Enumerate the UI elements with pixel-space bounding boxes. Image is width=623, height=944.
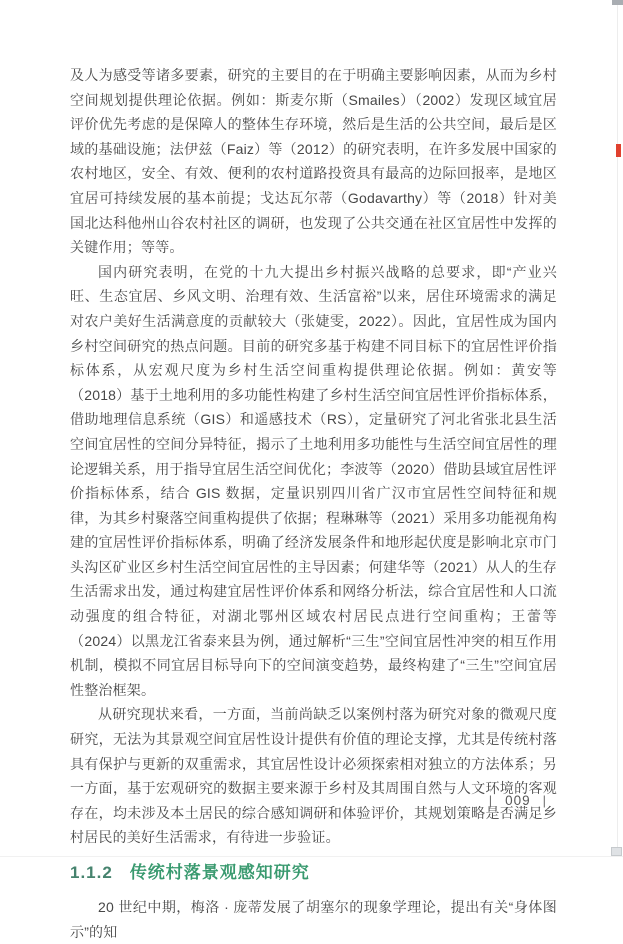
bottom-edge-line [0,856,623,857]
body-paragraph-domestic-research: 国内研究表明，在党的十九大提出乡村振兴战略的总要求，即“产业兴旺、生态宜居、乡风文明、治理有效、生活富裕”以来，居住环境需求的满足对农户美好生活满意度的贡献较大（张婕雯，2022）。因此，宜居性成为国内乡村空间研究的热点问题。目前的研究多基于构建不同目标下的宜居性评价指标体系，从宏观尺度为乡村生活空间重构提供理论依据。例如：黄安等（2018）基于土地利用的多功能性构建了乡村生活空间宜居性评价指标体系，借助地理信息系统（GIS）和遥感技术（RS），定量研究了河北省张北县生活空间宜居性的空间分异特征，揭示了土地利用多功能性与生活空间宜居性的理论逻辑关系，用于指导宜居生活空间优化；李波等（2020）借助县域宜居性评价指标体系，结合 GIS 数据，定量识别四川省广汉市宜居性空间特征和规律，为其乡村聚落空间重构提供了依据；程琳琳等（2021）采用多功能视角构建的宜居性评价指标体系，明确了经济发展条件和地形起伏度是影响北京市门头沟区矿业区乡村生活空间宜居性的主导因素；何建华等（2021）从人的生存生活需求出发，通过构建宜居性评价体系和网络分析法，综合宜居性和人口流动强度的组合特征，对湖北鄂州区域农村居民点进行空间重构；王蕾等（2024）以黑龙江省泰来县为例，通过解析“三生”空间宜居性冲突的相互作用机制，模拟不同宜居目标导向下的空间演变趋势，最终构建了“三生”空间宜居性整治框架。 [70,263,557,698]
body-paragraph-research-status: 从研究现状来看，一方面，当前尚缺乏以案例村落为研究对象的微观尺度研究，无法为其景观空间宜居性设计提供有价值的理论支撑，尤其是传统村落具有保护与更新的双重需求，其宜居性设计必须探索相对独立的方法体系；另一方面，基于宏观研究的数据主要来源于乡村及其周围自然与人文环境的客观存在，均未涉及本土居民的综合感知调研和体验评价，其规划策略是否满足乡村居民的美好生活需求，有待进一步验证。 [70,706,557,846]
section-title: 传统村落景观感知研究 [129,863,310,882]
scan-corner-mark-bottom-right [611,847,622,856]
page-number-value: 009 [505,793,531,808]
body-paragraph-continuation: 及人为感受等诸多要素，研究的主要目的在于明确主要影响因素，从而为乡村空间规划提供理论依据。例如：斯麦尔斯（Smailes）（2002）发现区域宜居评价优先考虑的是保障人的整体生存环境，然后是生活的公共空间，最后是区域的基础设施；法伊兹（Faiz）等（2012）的研究表明，在许多发展中国家的农村地区，安全、有效、便利的农村道路投资具有最高的边际回报率，是地区宜居可持续发展的基本前提；戈达瓦尔蒂（Godavarthy）等（2018）针对美国北达科他州山谷农村社区的调研，也发现了公共交通在社区宜居性中发挥的关键作用；等等。 [70,67,557,256]
text-column [70,63,557,944]
body-paragraph-merleau-ponty: 20 世纪中期，梅洛 · 庞蒂发展了胡塞尔的现象学理论，提出有关“身体图示”的知 [70,899,557,940]
page-number-bar-left: | [488,793,494,808]
page-number-bar-right: | [542,793,547,808]
red-edge-marker [616,144,621,157]
section-number: 1.1.2 [70,863,113,882]
section-heading-1-1-2 [70,862,557,884]
scan-corner-mark-top-right [612,0,623,5]
page-edge-line [617,0,618,857]
page-number [489,793,547,808]
